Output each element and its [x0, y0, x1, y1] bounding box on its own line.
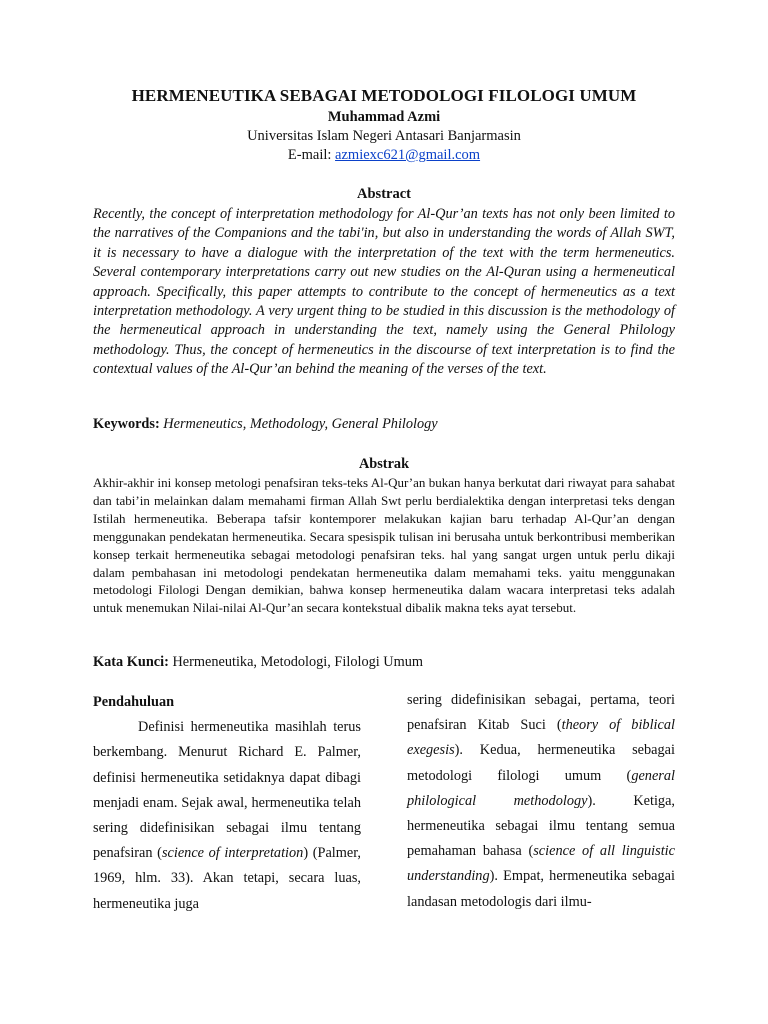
author-name: Muhammad Azmi [327, 109, 441, 125]
abstrak-text: Akhir-akhir ini konsep metologi penafsiran teks-teks Al-Qur’an bukan hanya berkutat dari riwayat para sahabat dan tabi’in melainkan dalam memahami firman Allah Swt perlu berdialektika dengan interpretasi teks dengan Istilah hermeneutika. Beberapa tafsir kontemporer melakukan kajian baru terhadap Al-Qur’an dengan menggunakan pendekatan hermeneutika. Secara spesispik tulisan ini berusaha untuk berkontribusi memberikan konsep terkait hermeneutika sebagai metodologi penafsiran teks. hal yang sangat urgen untuk perlu dikaji dalam pembahasan ini metodologi pendekatan hermeneutika dalam memahami teks. yaitu menggunakan metodologi Filologi Dengan demikian, bahwa konsep hermeneutika dalam wacara interpretasi teks adalah untuk menemukan Nilai-nilai Al-Qur’an secara kontekstual dibalik makna teks ayat tersebut. [93, 475, 675, 616]
italic-term: science of interpretation [161, 845, 304, 862]
keywords-line [93, 416, 693, 433]
text-run: ). Ketiga, hermeneutika sebagai ilmu tentang semua pemahaman bahasa ( [407, 792, 675, 860]
section-heading-pendahuluan: Pendahuluan [93, 694, 175, 710]
kata-kunci-line [93, 654, 693, 671]
text-run: ). Empat, hermeneutika sebagai landasan metodologis dari ilmu- [407, 868, 675, 910]
text-run: sering didefinisikan sebagai, pertama, teori penafsiran Kitab Suci ( [407, 692, 675, 734]
kata-kunci-value: Hermeneutika, Metodologi, Filologi Umum [172, 654, 424, 670]
body-column-right [407, 688, 675, 915]
keywords-value: Hermeneutics, Methodology, General Philology [163, 416, 438, 432]
italic-term: theory of biblical exegesis [407, 717, 675, 759]
abstrak-heading: Abstrak [358, 456, 410, 472]
abstract-heading: Abstract [357, 186, 411, 202]
paragraph-right [407, 688, 675, 915]
text-run: Definisi hermeneutika masihlah terus berkembang. Menurut Richard E. Palmer, definisi hermeneutika setidaknya dapat dibagi menjadi enam. Sejak awal, hermeneutika telah sering didefinisikan sebagai ilmu tentang penafsiran ( [93, 719, 361, 862]
email-label: E-mail: [287, 147, 336, 163]
text-run: ). Kedua, hermeneutika sebagai metodologi filologi umum ( [407, 742, 675, 784]
author-email-line [0, 147, 768, 164]
kata-kunci-label: Kata Kunci: [93, 654, 169, 670]
body-column-left [93, 690, 361, 917]
abstract-text: Recently, the concept of interpretation methodology for Al-Qur’an texts has not only been limited to the narratives of the Companions and the tabi'in, but also in understanding the words of Allah SWT, it is necessary to have a dialogue with the interpretation of the text with the term hermeneutics. Several contemporary interpretations carry out new studies on the Al-Quran using a hermeneutical approach. Specifically, this paper attempts to contribute to the concept of hermeneutics as a text interpretation methodology. A very urgent thing to be studied in this discussion is the methodology of the hermeneutical approach in understanding the text, namely using the General Philology methodology. Thus, the concept of hermeneutics in the discourse of text interpretation is to find the contextual values of the Al-Qur’an behind the meaning of the verses of the text. [93, 206, 675, 378]
paragraph-left [93, 715, 361, 917]
italic-term: science of all linguistic understanding [407, 843, 675, 885]
text-run: ) (Palmer, 1969, hlm. 33). Akan tetapi, secara luas, hermeneutika juga [93, 845, 361, 912]
keywords-label: Keywords: [93, 416, 160, 432]
author-affiliation: Universitas Islam Negeri Antasari Banjarmasin [247, 128, 521, 144]
email-link[interactable]: azmiexc621@gmail.com [335, 147, 481, 163]
paper-title: HERMENEUTIKA SEBAGAI METODOLOGI FILOLOGI UMUM [131, 86, 637, 105]
italic-term: general philological methodology [407, 767, 675, 809]
